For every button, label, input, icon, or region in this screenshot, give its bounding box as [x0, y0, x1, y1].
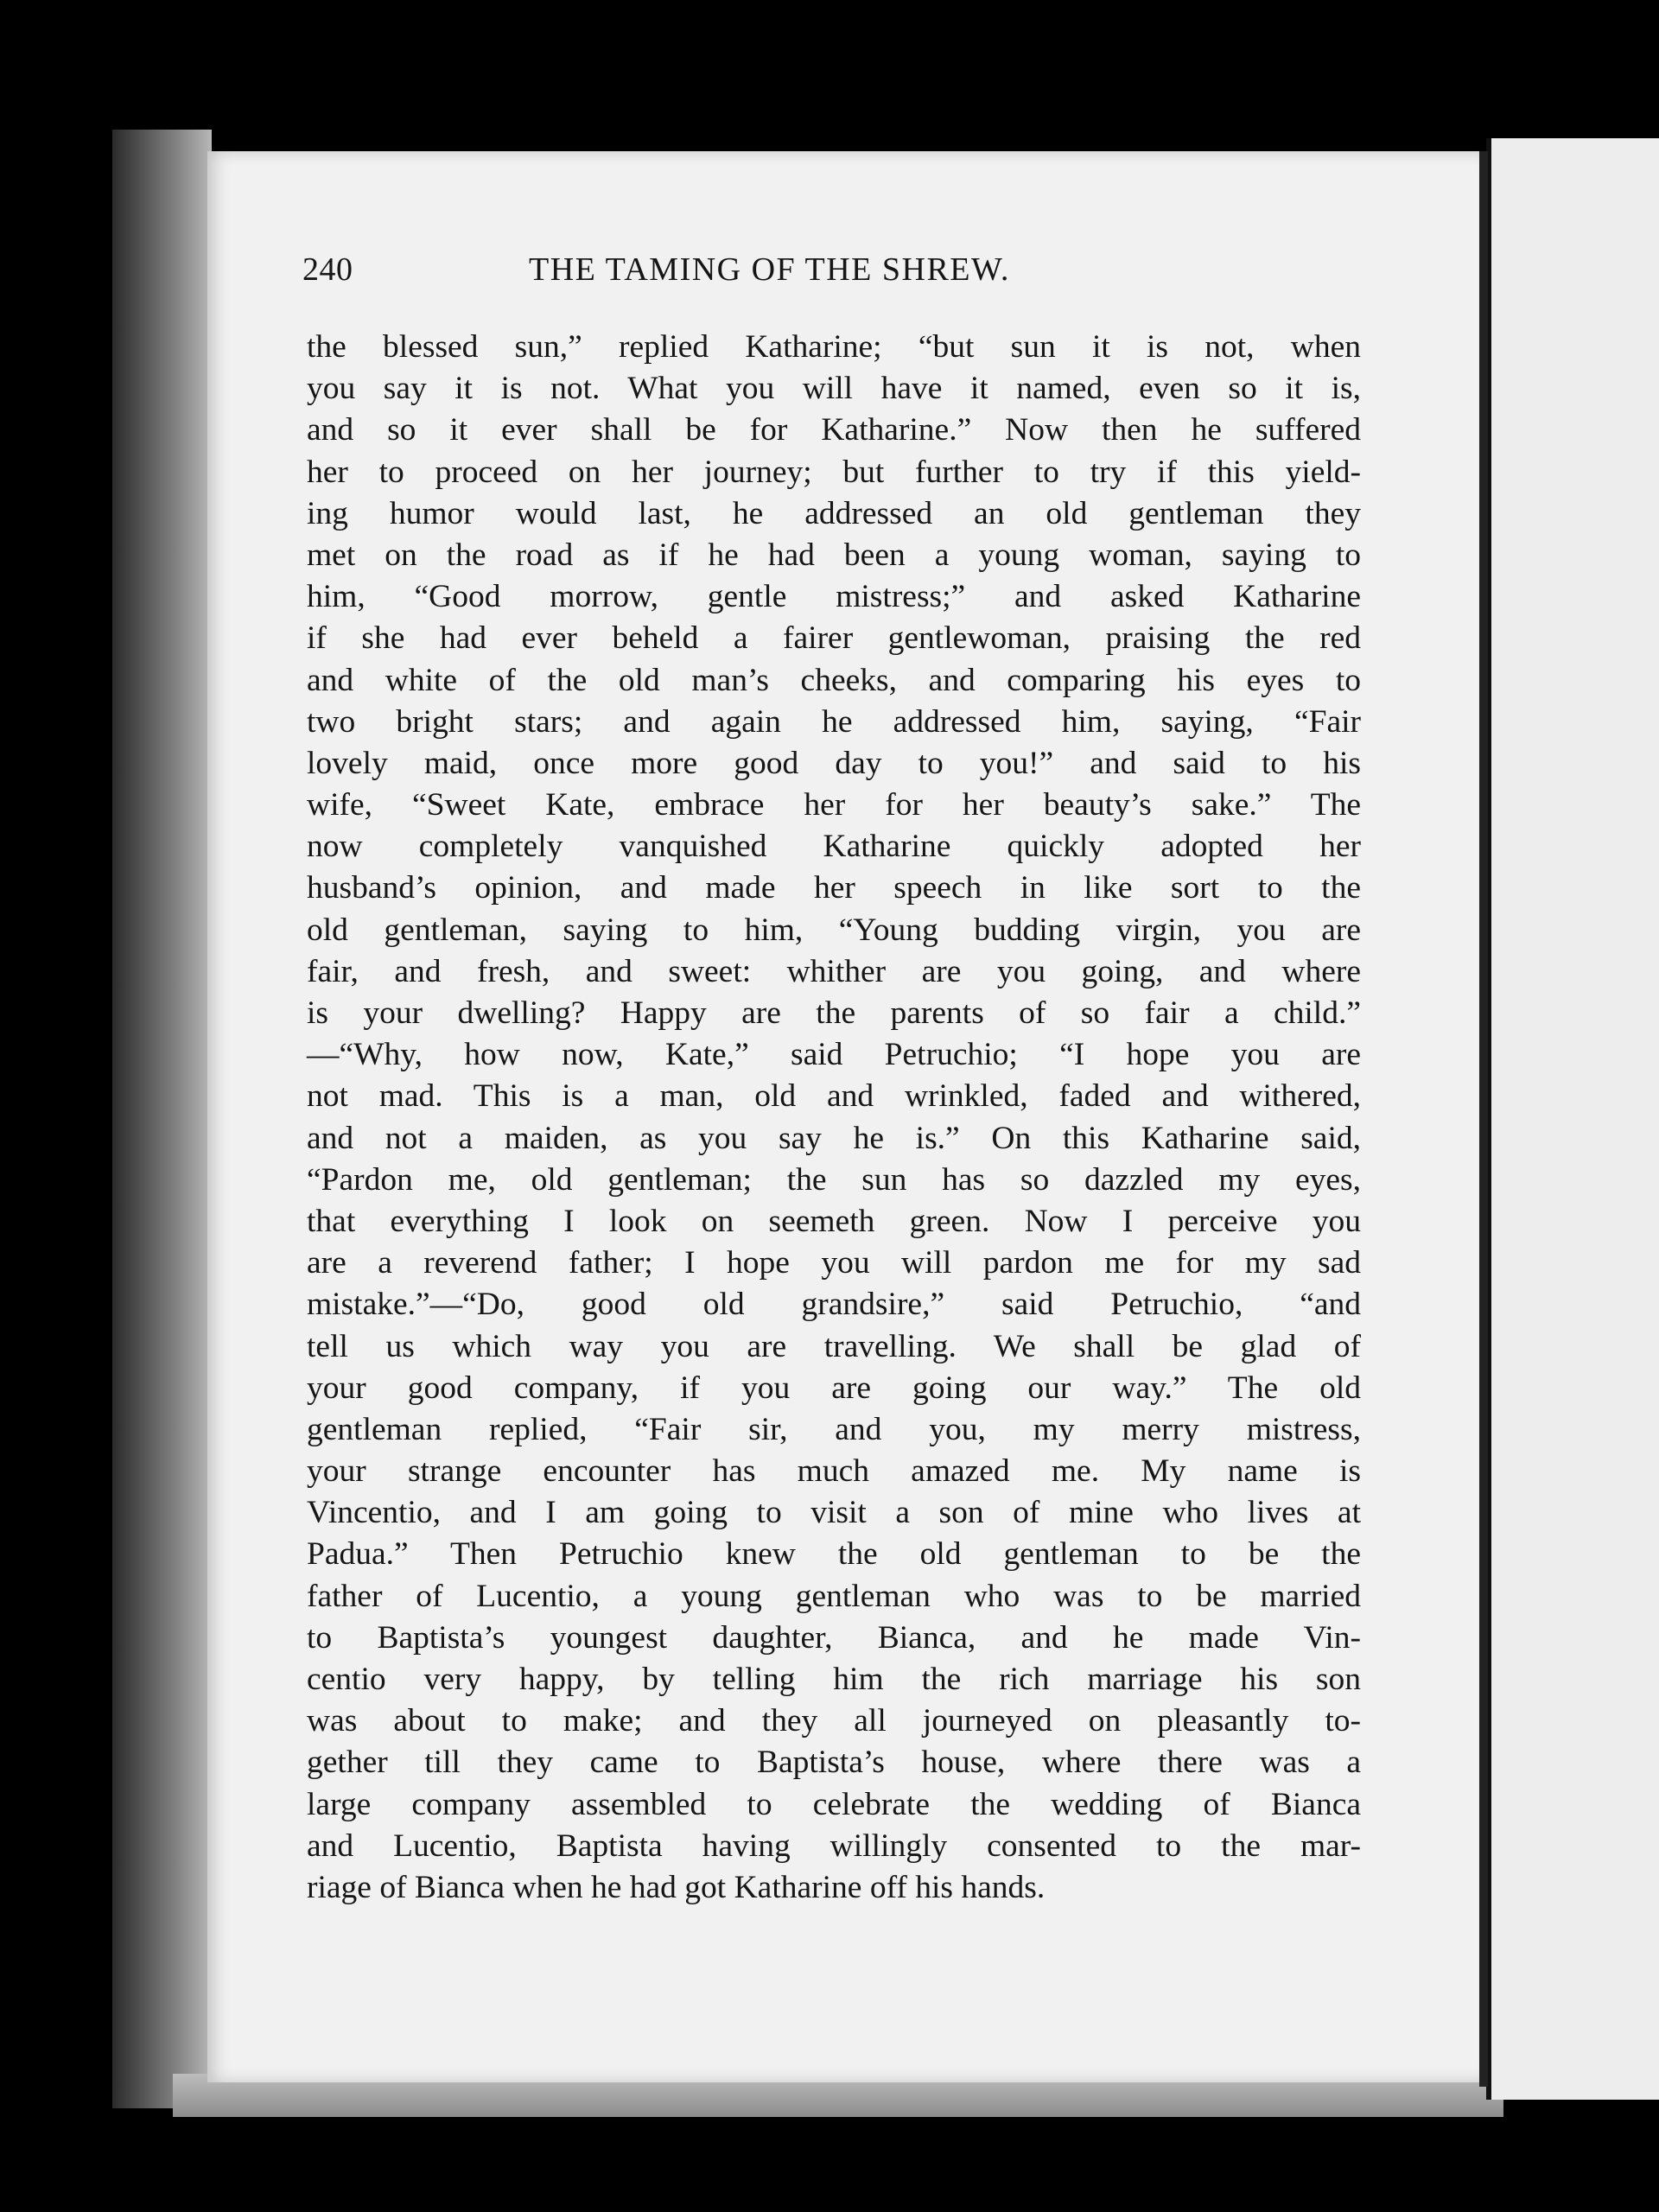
page-header [302, 251, 1357, 302]
text-line: Vincentio, and I am going to visit a son of mine who lives at [307, 1495, 1361, 1531]
text-line: your good company, if you are going our way.” The old [307, 1370, 1361, 1406]
text-line: centio very happy, by telling him the rich marriage his son [307, 1662, 1361, 1697]
text-line: if she had ever beheld a fairer gentlewoman, praising the red [307, 620, 1361, 657]
text-line: gether till they came to Baptista’s house, where there was a [307, 1745, 1361, 1781]
text-line: Padua.” Then Petruchio knew the old gentleman to be the [307, 1536, 1361, 1573]
text-line: was about to make; and they all journeyed on pleasantly to- [307, 1703, 1361, 1739]
text-line: that everything I look on seemeth green. Now I perceive you [307, 1203, 1361, 1239]
text-line: mistake.”—“Do, good old grandsire,” said Petruchio, “and [307, 1287, 1361, 1323]
text-line: are a reverend father; I hope you will pardon me for my sad [307, 1245, 1361, 1281]
text-line: her to proceed on her journey; but further to try if this yield- [307, 454, 1361, 490]
text-line: now completely vanquished Katharine quickly adopted her [307, 829, 1361, 865]
text-line: gentleman replied, “Fair sir, and you, my merry mistress, [307, 1411, 1361, 1447]
text-line: father of Lucentio, a young gentleman who was to be married [307, 1578, 1361, 1614]
page-number: 240 [302, 251, 353, 288]
facing-page [1486, 138, 1659, 2100]
text-line: “Pardon me, old gentleman; the sun has so dazzled my eyes, [307, 1161, 1361, 1198]
text-line: riage of Bianca when he had got Katharine off his hands. [307, 1869, 1046, 1905]
page-gutter [1479, 151, 1488, 2087]
text-line: fair, and fresh, and sweet: whither are you going, and where [307, 953, 1361, 989]
text-line: you say it is not. What you will have it named, even so it is, [307, 371, 1361, 407]
text-line: the blessed sun,” replied Katharine; “but sun it is not, when [307, 329, 1361, 365]
text-line: and not a maiden, as you say he is.” On this Katharine said, [307, 1120, 1361, 1156]
text-line: —“Why, how now, Kate,” said Petruchio; “I hope you are [307, 1037, 1361, 1073]
text-line: tell us which way you are travelling. We shall be glad of [307, 1328, 1361, 1364]
text-line: him, “Good morrow, gentle mistress;” and asked Katharine [307, 579, 1361, 615]
text-line: and Lucentio, Baptista having willingly consented to the mar- [307, 1827, 1361, 1864]
text-line: two bright stars; and again he addressed him, saying, “Fair [307, 703, 1361, 740]
text-line: husband’s opinion, and made her speech in like sort to the [307, 870, 1361, 906]
running-title: THE TAMING OF THE SHREW. [529, 251, 1010, 288]
text-line: lovely maid, once more good day to you!” and said to his [307, 745, 1361, 781]
book-cover-edge [112, 130, 212, 2108]
body-text [307, 327, 1361, 1909]
text-line: not mad. This is a man, old and wrinkled, faded and withered, [307, 1078, 1361, 1115]
text-line: ing humor would last, he addressed an old gentleman they [307, 495, 1361, 531]
text-line: wife, “Sweet Kate, embrace her for her beauty’s sake.” The [307, 787, 1361, 823]
text-line: large company assembled to celebrate the wedding of Bianca [307, 1786, 1361, 1822]
text-line: to Baptista’s youngest daughter, Bianca, and he made Vin- [307, 1619, 1361, 1656]
text-line: met on the road as if he had been a young woman, saying to [307, 537, 1361, 573]
text-line: and white of the old man’s cheeks, and comparing his eyes to [307, 662, 1361, 698]
text-line: your strange encounter has much amazed me. My name is [307, 1453, 1361, 1490]
text-line: old gentleman, saying to him, “Young budding virgin, you are [307, 912, 1361, 948]
text-line: is your dwelling? Happy are the parents of so fair a child.” [307, 995, 1361, 1031]
text-line: and so it ever shall be for Katharine.” Now then he suffered [307, 412, 1361, 448]
